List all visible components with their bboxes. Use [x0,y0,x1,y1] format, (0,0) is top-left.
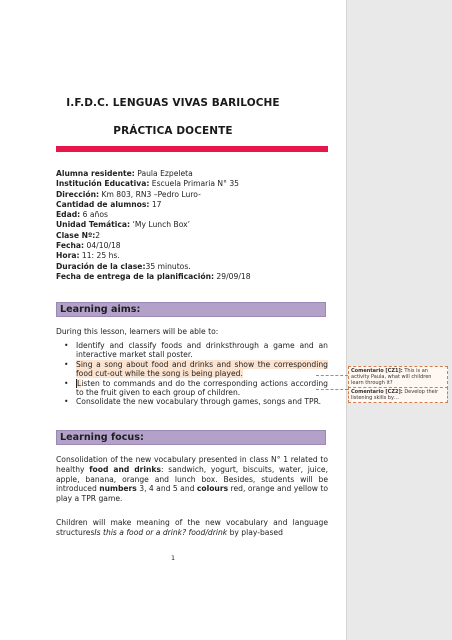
info-label: Institución Educativa: [56,179,150,189]
text-run: red, orange and yellow to play a TPR game. [56,484,329,504]
info-label: Cantidad de alumnos: [56,199,150,209]
aim-text: Consolidate the new vocabulary through games, songs and TPR. [76,397,322,407]
accent-bar [56,146,328,152]
info-row [56,231,328,241]
text-run: Children will make meaning of the new vocabulary and language structures [56,518,328,537]
comment-connector [316,389,348,390]
list-item [56,360,328,379]
bullet: • [64,397,69,407]
bullet: • [64,359,69,369]
info-value: 6 años [80,210,108,220]
institution-title: I.F.D.C. LENGUAS VIVAS BARILOCHE [66,97,280,109]
aims-list [56,341,328,407]
comment-balloon[interactable] [348,366,448,389]
info-label: Clase Nº: [56,230,96,240]
info-value: 04/10/18 [84,241,121,251]
info-label: Edad: [56,210,81,220]
info-value: 35 minutos. [145,261,191,271]
focus-paragraph-1 [56,455,328,504]
info-label: Alumna residente: [56,169,135,178]
info-row [56,210,328,220]
comment-anchor-text[interactable]: L [77,378,82,388]
text-run: : sandwich, yogurt, biscuits, water, juice, apple, banana, orange and lunch box. Besides, students will be introduced [56,464,328,494]
info-row [56,200,328,210]
info-value: Paula Ezpeleta [134,169,193,178]
info-row [56,262,328,272]
info-value: 11: 25 hs. [79,251,120,261]
info-row [56,179,328,189]
info-row [56,220,328,230]
list-item [56,341,328,360]
text-run: by play-based [227,527,283,537]
page-number: 1 [170,554,176,562]
comment-connector [316,375,348,376]
list-item [56,397,328,406]
comment-label: Comentario [CZ2]: [351,389,403,395]
info-row [56,272,328,282]
info-value: 17 [149,199,162,209]
aim-text: Identify and classify foods and drinksthrough a game and an interactive market stall poster. [76,341,328,360]
info-row [56,190,328,200]
info-label: Fecha de entrega de la planificación: [56,271,215,281]
comment-text: Develop their listening skills by… [351,389,439,402]
bold-text: food and drinks [89,464,161,474]
info-value: Km 803, RN3 –Pedro Luro- [99,189,201,199]
lesson-info [56,169,328,282]
highlighted-aim-text[interactable]: Sing a song about food and drinks and show the corresponding food cut-out while the song is being played. [76,359,328,379]
bold-text: numbers [99,484,137,494]
info-row [56,251,328,261]
info-value: 2 [95,230,101,240]
info-label: Fecha: [56,241,85,251]
info-label: Duración de la clase: [56,261,146,271]
learning-focus-heading: Learning focus: [56,430,326,445]
comment-balloon[interactable] [348,387,448,403]
focus-paragraph-2 [56,518,328,538]
aim-text: isten to commands and do the corresponding actions according to the fruit given to each group of children. [76,378,328,398]
bold-text: colours [196,484,229,494]
text-run: 3, 4 and 5 and [136,484,197,494]
info-label: Hora: [56,251,80,261]
comment-text: This is an activity Paula, what will children learn through it? [351,368,432,387]
learning-aims-heading: Learning aims: [56,302,326,317]
list-item [56,379,328,398]
info-label: Dirección: [56,189,100,199]
info-row [56,169,328,179]
comment-label: Comentario [CZ1]: [351,368,403,374]
info-row [56,241,328,251]
info-value: Escuela Primaria N° 35 [149,179,239,189]
text-run: Consolidation of the new vocabulary presented in class N° 1 related to healthy [56,455,328,474]
info-value: 29/09/18 [214,271,251,281]
comments-margin [346,0,452,640]
italic-text: Is this a food or a drink? [94,527,187,537]
aims-intro: During this lesson, learners will be able to: [56,327,219,336]
bullet: • [64,378,69,388]
bullet: • [64,341,69,350]
info-label: Unidad Temática: [56,220,131,230]
italic-text: food/drink [188,527,228,537]
document-subtitle: PRÁCTICA DOCENTE [113,125,233,137]
info-value: ‘My Lunch Box’ [130,220,191,230]
